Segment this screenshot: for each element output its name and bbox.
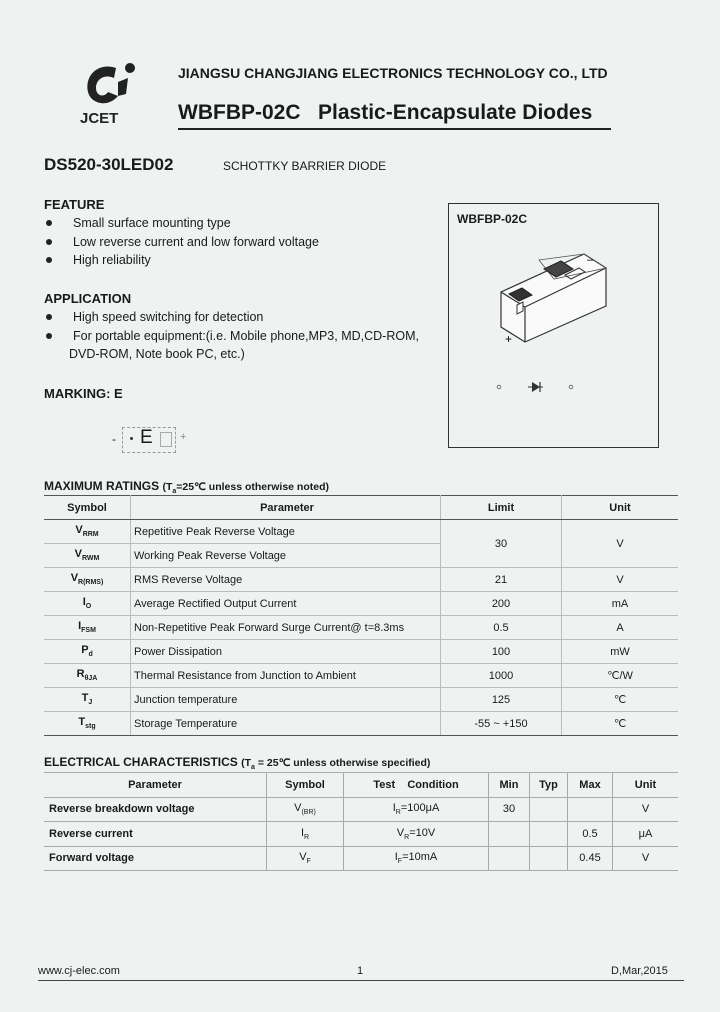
- list-item: Low reverse current and low forward voltage: [44, 233, 319, 252]
- max-cell: [568, 797, 613, 822]
- cond: V: [396, 826, 405, 839]
- sym: I: [300, 826, 304, 839]
- table-row: [44, 846, 678, 871]
- sym-sub: R(RMS): [78, 579, 104, 587]
- cond-sub: R: [395, 809, 401, 817]
- max-cell: 0.45: [568, 846, 613, 871]
- unit-cell: ℃: [562, 712, 679, 736]
- cond-sub: R: [404, 833, 410, 841]
- table-row: [44, 712, 678, 736]
- parameter-cell: Power Dissipation: [131, 640, 441, 664]
- part-description: SCHOTTKY BARRIER DIODE: [223, 159, 387, 173]
- footer-date: D,Mar,2015: [611, 965, 668, 977]
- col-unit: Unit: [613, 773, 679, 798]
- logo-text: JCET: [80, 110, 119, 127]
- max-ratings-title: MAXIMUM RATINGS: [44, 479, 160, 493]
- parameter-cell: Working Peak Reverse Voltage: [131, 544, 441, 568]
- limit-cell: 200: [441, 592, 562, 616]
- package-title: WBFBP-02C: [178, 101, 301, 124]
- unit-cell: ℃: [562, 688, 679, 712]
- cond-rest: =10mA: [402, 851, 438, 864]
- diode-symbol-icon: [489, 379, 629, 395]
- sym: V: [74, 548, 82, 561]
- cond: I: [394, 851, 398, 864]
- typ-cell: [530, 797, 568, 822]
- col-limit: Limit: [441, 496, 562, 520]
- parameter-cell: Reverse current: [44, 822, 267, 847]
- parameter-cell: Average Rectified Output Current: [131, 592, 441, 616]
- footer-url: www.cj-elec.com: [38, 965, 120, 977]
- col-min: Min: [489, 773, 530, 798]
- limit-cell: 30: [441, 520, 562, 568]
- symbol-cell: [44, 544, 131, 568]
- unit-cell: mW: [562, 640, 679, 664]
- col-symbol: Symbol: [44, 496, 131, 520]
- package-outline-box: [448, 203, 659, 448]
- parameter-cell: Thermal Resistance from Junction to Ambient: [131, 664, 441, 688]
- sym-sub: FSM: [81, 627, 96, 635]
- sym-sub: J: [88, 699, 93, 707]
- parameter-cell: Reverse breakdown voltage: [44, 797, 267, 822]
- max-ratings-condition: [162, 481, 329, 496]
- list-item: High reliability: [44, 251, 319, 270]
- symbol-cell: [44, 592, 131, 616]
- sym-sub: RRM: [82, 531, 99, 539]
- table-row: [44, 616, 678, 640]
- footer-rule: [38, 980, 684, 981]
- col-parameter: Parameter: [44, 773, 267, 798]
- list-item: DVD-ROM, Note book PC, etc.): [69, 347, 245, 361]
- col-max: Max: [568, 773, 613, 798]
- package-drawing-icon: [489, 239, 649, 359]
- cond-rest: =25℃ unless otherwise noted): [176, 481, 329, 493]
- table-row: [44, 822, 678, 847]
- col-symbol: Symbol: [267, 773, 344, 798]
- unit-cell: V: [613, 846, 679, 871]
- max-ratings-table: [44, 495, 678, 736]
- marking-minus: -: [112, 432, 116, 446]
- document-title: [178, 101, 592, 125]
- company-name: JIANGSU CHANGJIANG ELECTRONICS TECHNOLOGY CO., LTD: [178, 65, 608, 81]
- cond-rest: = 25℃ unless otherwise specified): [254, 757, 431, 769]
- list-item: Small surface mounting type: [44, 214, 319, 233]
- condition-cell: [344, 846, 489, 871]
- cond-sub: a: [251, 764, 255, 772]
- table-row: [44, 688, 678, 712]
- parameter-cell: Storage Temperature: [131, 712, 441, 736]
- sym: T: [81, 692, 89, 705]
- sym: I: [78, 620, 82, 633]
- limit-cell: 125: [441, 688, 562, 712]
- sym-sub: d: [88, 651, 93, 659]
- table-row: [44, 520, 678, 544]
- cond-sub: a: [172, 488, 177, 496]
- application-list: [44, 308, 444, 364]
- symbol-cell: [267, 846, 344, 871]
- application-heading: APPLICATION: [44, 291, 132, 306]
- sym: V: [294, 802, 302, 815]
- sym: V: [70, 572, 79, 585]
- cond-prefix: (T: [162, 481, 173, 493]
- unit-cell: A: [562, 616, 679, 640]
- parameter-cell: Repetitive Peak Reverse Voltage: [131, 520, 441, 544]
- electrical-heading: [44, 755, 430, 771]
- table-row: [44, 592, 678, 616]
- sym: I: [82, 596, 86, 609]
- symbol-cell: [44, 712, 131, 736]
- marking-label: MARKING: E: [44, 386, 123, 401]
- marking-diagram: [112, 425, 190, 455]
- sym-sub: F: [306, 858, 311, 866]
- col-unit: Unit: [562, 496, 679, 520]
- package-minus: –: [587, 254, 594, 266]
- symbol-cell: [44, 664, 131, 688]
- table-row: [44, 664, 678, 688]
- marking-dot: [130, 437, 133, 440]
- unit-cell: V: [562, 520, 679, 568]
- condition-cell: [344, 822, 489, 847]
- parameter-cell: Junction temperature: [131, 688, 441, 712]
- symbol-cell: [44, 568, 131, 592]
- max-cell: 0.5: [568, 822, 613, 847]
- page-number: 1: [357, 965, 364, 977]
- list-item: For portable equipment:(i.e. Mobile phone,MP3, MD,CD-ROM,: [44, 327, 444, 346]
- symbol-cell: [267, 822, 344, 847]
- min-cell: [489, 822, 530, 847]
- symbol-cell: [44, 520, 131, 544]
- feature-heading: FEATURE: [44, 197, 105, 212]
- parameter-cell: Forward voltage: [44, 846, 267, 871]
- header-rule: [178, 128, 611, 130]
- list-item: High speed switching for detection: [44, 308, 444, 327]
- table-header-row: [44, 496, 678, 520]
- table-row: [44, 568, 678, 592]
- electrical-title: ELECTRICAL CHARACTERISTICS: [44, 755, 238, 769]
- cond-rest: =100μA: [400, 802, 440, 815]
- sym: V: [75, 524, 83, 537]
- cond-sub: F: [397, 858, 403, 866]
- sym-sub: stg: [85, 723, 96, 731]
- package-label: WBFBP-02C: [457, 212, 528, 226]
- part-number: DS520-30LED02: [44, 155, 174, 174]
- sym: T: [78, 716, 86, 729]
- unit-cell: V: [562, 568, 679, 592]
- limit-cell: -55 ~ +150: [441, 712, 562, 736]
- table-row: [44, 640, 678, 664]
- feature-list: [44, 214, 319, 270]
- doc-type: Plastic-Encapsulate Diodes: [318, 101, 593, 124]
- symbol-cell: [267, 797, 344, 822]
- table-header-row: [44, 773, 678, 798]
- cond-prefix: (T: [241, 757, 252, 769]
- symbol-cell: [44, 616, 131, 640]
- min-cell: 30: [489, 797, 530, 822]
- sym: V: [299, 851, 307, 864]
- limit-cell: 0.5: [441, 616, 562, 640]
- marking-pad: [160, 432, 172, 447]
- unit-cell: mA: [562, 592, 679, 616]
- sym: R: [76, 668, 85, 681]
- cond-rest: =10V: [409, 826, 436, 839]
- unit-cell: μA: [613, 822, 679, 847]
- col-typ: Typ: [530, 773, 568, 798]
- typ-cell: [530, 846, 568, 871]
- sym-sub: θJA: [84, 675, 98, 683]
- sym-sub: (BR): [301, 809, 316, 817]
- parameter-cell: Non-Repetitive Peak Forward Surge Current@ t=8.3ms: [131, 616, 441, 640]
- marking-plus: +: [180, 431, 187, 443]
- col-parameter: Parameter: [131, 496, 441, 520]
- symbol-cell: [44, 688, 131, 712]
- condition-cell: [344, 797, 489, 822]
- sym-sub: RWM: [81, 555, 100, 563]
- col-test-condition: Test Condition: [344, 773, 489, 798]
- sym-sub: R: [304, 833, 310, 841]
- sym-sub: O: [85, 603, 92, 611]
- package-plus: +: [505, 332, 513, 346]
- electrical-table: [44, 772, 678, 871]
- marking-code: E: [140, 427, 153, 448]
- typ-cell: [530, 822, 568, 847]
- limit-cell: 1000: [441, 664, 562, 688]
- unit-cell: ℃/W: [562, 664, 679, 688]
- cond: I: [392, 802, 396, 815]
- table-row: [44, 797, 678, 822]
- electrical-condition: [241, 757, 431, 772]
- limit-cell: 100: [441, 640, 562, 664]
- parameter-cell: RMS Reverse Voltage: [131, 568, 441, 592]
- unit-cell: V: [613, 797, 679, 822]
- limit-cell: 21: [441, 568, 562, 592]
- min-cell: [489, 846, 530, 871]
- symbol-cell: [44, 640, 131, 664]
- max-ratings-heading: [44, 479, 329, 495]
- sym: P: [81, 644, 89, 657]
